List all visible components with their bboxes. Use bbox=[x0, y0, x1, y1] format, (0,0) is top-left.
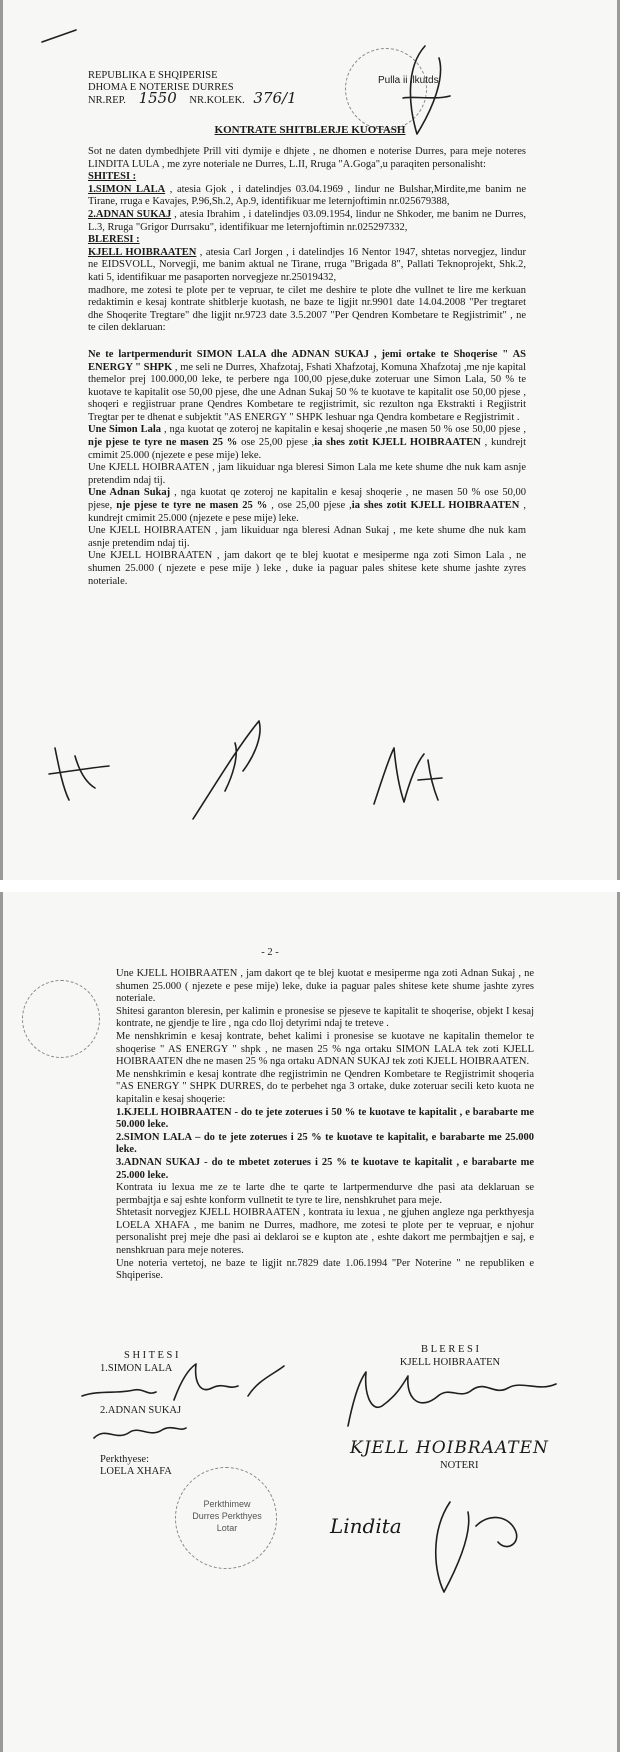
buyer-handwritten-name: KJELL HOIBRAATEN bbox=[350, 1438, 549, 1458]
p2-paragraph-4: Me nenshkrimin e kesaj kontrate dhe regjistrimin ne Qendren Kombetare te Regjistrimit shoqeria "AS ENERGY " SHPK DURRES, do te perbehet nga 3 ortake, duke zoteruar secili keto kuota ne kapitalin e kesaj shoqerie: bbox=[116, 1068, 534, 1105]
intro-text: Sot ne daten dymbedhjete Prill viti dymije e dhjete , ne dhomen e noterise Durres, para meje noteres LINDITA LULA , me zyre noteriale ne Durres, L.II, Rruga "A.Goga",u paraqiten personalisht: bbox=[88, 146, 526, 170]
paragraph-2 bbox=[88, 424, 526, 462]
p2-paragraph-7: Une noteria vertetoj, ne baze te ligjit nr.7829 date 1.06.1994 "Per Noterine " ne republiken e Shqiperise. bbox=[116, 1257, 534, 1282]
seal-text: Pulla ii llkutds bbox=[378, 75, 439, 86]
p4-c: nje pjese te tyre ne masen 25 % bbox=[112, 500, 268, 512]
signature-buyer bbox=[342, 1366, 562, 1436]
seller-1-details: , atesia Gjok , i datelindjes 03.04.1969 , lindur ne Bulshar,Mirdite,me banim ne Tirane, rruga e Kavajes, P.96,Sh.2, Ap.9, identifikuar me leternjoftimin nr.025679388, bbox=[88, 183, 526, 208]
kolek-number-handwritten: 376/1 bbox=[253, 89, 297, 107]
scan-edge-left bbox=[0, 0, 3, 880]
buyer-heading: BLERESI : bbox=[88, 234, 140, 246]
paragraph-4 bbox=[88, 487, 526, 525]
kolek-label: NR.KOLEK. bbox=[189, 95, 245, 106]
translator-stamp-text: Perkthimew Durres Perkthyes Lotar bbox=[192, 1499, 262, 1533]
p2-b: , nga kuotat qe zoteroj ne kapitalin e kesaj shoqerie ,ne masen 50 % ose 50,00 pjese , bbox=[161, 424, 526, 436]
p4-a: Une Adnan Sukaj bbox=[88, 487, 171, 499]
sig-seller-2-name: 2.ADNAN SUKAJ bbox=[100, 1405, 182, 1417]
header-block bbox=[88, 70, 388, 107]
p2-e: ia shes zotit KJELL HOIBRAATEN bbox=[314, 437, 481, 449]
scan-edge-left-2 bbox=[0, 892, 3, 1752]
capacity-text: madhore, me zotesi te plote per te vepruar, te cilet me deshire te plote dhe vullnet te lire me kerkuan redaktimin e kesaj kontrate shitblerje kuotash, ne baze te ligjit nr.9901 date 14.04.2008 "Per tregtaret dhe Shoqerite Tregtare" dhe ligjit nr.9723 date 3.5.2007 "Per Qendren Kombetare te Regjistrimit" , ne te cilen deklaruan: bbox=[88, 284, 526, 334]
seller-2-name: 2.ADNAN SUKAJ bbox=[88, 208, 172, 220]
ownership-item-2: 2.SIMON LALA – do te jete zoterues i 25 % te kuotave te kapitalit, e barabarte me 25.000 leke. bbox=[116, 1131, 534, 1156]
page-number: - 2 - bbox=[261, 947, 279, 958]
p2-c: nje pjese te tyre ne masen 25 % bbox=[88, 437, 238, 449]
header-line-2: DHOMA E NOTERISE DURRES bbox=[88, 81, 234, 93]
paragraph-1-bold: Ne te lartpermendurit SIMON LALA dhe ADNAN SUKAJ , jemi ortake te Shoqerise " AS ENERGY " SHPK bbox=[88, 348, 526, 373]
p4-d: , ose 25,00 pjese , bbox=[267, 500, 352, 512]
paragraph-6: Une KJELL HOIBRAATEN , jam dakort qe te blej kuotat e mesiperme nga zoti Simon Lala , ne shumen 25.000 ( njezete e pese mije ) leke , duke ia paguar pales shitese kete shume jashte zyres noteriale. bbox=[88, 550, 526, 587]
signature-seller-2-page1 bbox=[185, 715, 275, 825]
buyer-name: KJELL HOIBRAATEN bbox=[88, 246, 197, 258]
buyer-sig-heading: B L E R E S I bbox=[421, 1344, 479, 1355]
seller-1-name: 1.SIMON LALA bbox=[88, 183, 166, 195]
document-title: KONTRATE SHITBLERJE KUOTASH bbox=[214, 124, 406, 136]
paragraph-1 bbox=[88, 349, 526, 425]
p2-a: Une Simon Lala bbox=[88, 424, 161, 436]
page2-body bbox=[116, 968, 534, 1283]
header-line-3 bbox=[88, 89, 388, 107]
notary-handwritten-name: Lindita bbox=[330, 1514, 402, 1538]
p2-f: , kundrejt cmimit 25.000 (njezete e pese mije) leke. bbox=[88, 437, 527, 461]
signature-seller-1 bbox=[78, 1360, 288, 1416]
header-line-1: REPUBLIKA E SHQIPERISE bbox=[88, 70, 218, 81]
document-page-2 bbox=[0, 892, 620, 1752]
p4-b: , nga kuotat qe zoteroj ne kapitalin e kesaj shoqerie , ne masen 50 % ose 50,00 pjese, bbox=[88, 487, 527, 512]
buyer bbox=[88, 247, 526, 285]
buyer-sig-name: KJELL HOIBRAATEN bbox=[399, 1356, 501, 1368]
signature-buyer-page1 bbox=[368, 740, 448, 810]
ownership-item-1: 1.KJELL HOIBRAATEN - do te jete zoterues i 50 % te kuotave te kapitalit , e barabarte me 50.000 leke. bbox=[116, 1106, 534, 1131]
notary-stamp-left bbox=[22, 980, 100, 1058]
translator-label: Perkthyese: bbox=[100, 1453, 149, 1465]
page1-body bbox=[88, 146, 526, 588]
translator-name: LOELA XHAFA bbox=[100, 1466, 172, 1478]
paragraph-5: Une KJELL HOIBRAATEN , jam likuiduar nga bleresi Adnan Sukaj , me kete shume dhe nuk kam asnje pretendim ndaj tij. bbox=[88, 525, 526, 549]
p2-d: ose 25,00 pjese , bbox=[237, 437, 315, 449]
seller-2-details: , atesia Ibrahim , i datelindjes 03.09.1954, lindur ne Shkoder, me banim ne Durres, L.3, Rruga "Grigor Durrsaku", identifikuar me leternjoftimin nr.025297332, bbox=[88, 208, 526, 233]
sig-seller-1-name: 1.SIMON LALA bbox=[100, 1362, 173, 1374]
p4-f: , kundrejt cmimit 25.000 (njezete e pese mije) leke. bbox=[88, 500, 527, 524]
p2-paragraph-6: Shtetasit norvegjez KJELL HOIBRAATEN , kontrata iu lexua , ne gjuhen angleze nga perkthyesja LOELA XHAFA , me banim ne Durres, madhore, me zotesi te plote per te vepruar, e njohur personalisht prej meje dhe pasi ai deklaroi se e kupton ate , eshte dakort me permbajtjen e saj, e nenshkruan para meje noteres. bbox=[116, 1207, 534, 1257]
p2-paragraph-3: Me nenshkrimin e kesaj kontrate, behet kalimi i pronesise se kuotave ne kapitalin themelor te shoqerise " AS ENERGY " shpk , ne masen 25 % nga ortaku SIMON LALA tek zoti KJELL HOIBRAATEN dhe ne masen 25 % nga ortaku ADNAN SUKAJ tek zoti KJELL HOIBRAATEN. bbox=[116, 1030, 534, 1068]
ownership-item-3: 3.ADNAN SUKAJ - do te mbetet zoterues i 25 % te kuotave te kapitalit , e barabarte me 25.000 leke. bbox=[116, 1156, 534, 1181]
p2-paragraph-5: Kontrata iu lexua me ze te larte dhe te qarte te lartpermendurve dhe pasi ata deklaruan se permbajtja e saj eshte konform vullnetit te tyre te lire, nenshkruhet para meje. bbox=[116, 1182, 534, 1206]
paragraph-3: Une KJELL HOIBRAATEN , jam likuiduar nga bleresi Simon Lala me kete shume dhe nuk kam asnje pretendim ndaj tij. bbox=[88, 462, 526, 486]
scan-mark bbox=[40, 28, 80, 44]
sellers-sig-heading: S H I T E S I bbox=[124, 1350, 179, 1361]
buyer-details: , atesia Carl Jorgen , i datelindjes 16 Nentor 1947, shtetas norvegjez, lindur ne EIDSVOLL, Norvegji, me banim aktual ne Tirane, rruga "Brigada 8", Pallati Teknoprojekt, Shk.2, kati 5, identifikuar me pasaporten norvegjeze nr.25019432, bbox=[88, 246, 526, 283]
rep-number-handwritten: 1550 bbox=[138, 89, 177, 107]
p2-paragraph-1: Une KJELL HOIBRAATEN , jam dakort qe te blej kuotat e mesiperme nga zoti Adnan Sukaj , ne shumen 25.000 ( njezete e pese mije) leke, duke ia paguar pales shitese kete shume jashte zyres noteriale. bbox=[116, 968, 534, 1005]
notary-heading: NOTERI bbox=[440, 1460, 479, 1471]
p2-paragraph-2: Shitesi garanton bleresin, per kalimin e pronesise se pjeseve te kapitalit te shoqerise, objekt I kesaj kontrate, ne gjendje te lire , nga cdo lloj detyrimi ndaj te treteve . bbox=[116, 1005, 534, 1030]
signature-notary bbox=[420, 1482, 540, 1602]
signature-seller-2 bbox=[90, 1412, 190, 1452]
rep-label: NR.REP. bbox=[88, 95, 126, 106]
seller-2 bbox=[88, 209, 526, 234]
signature-seller-1-page1 bbox=[45, 738, 115, 808]
p4-e: ia shes zotit KJELL HOIBRAATEN bbox=[351, 500, 520, 512]
paragraph-1-rest: , me seli ne Durres, Xhafzotaj, Fshati Xhafzotaj, Komuna Xhafzotaj ,me nje kapital themelor prej 100.000,00 leke, te perbere nga 100,00 pjese,duke zoteruar une Simon Lala, 50 % te kuotave te kapitalit ose 50,00 pjese, dhe une Adnan Sukaj 50 % te kuotave te kapitalit ose 50,00 pjese , shoqeri e regjistruar prane Qendres Kombetare te regjistrimit, sic rezulton nga Ekstrakti i Regjistrit Tregtar per te dhenat e subjektit "AS ENERGY " SHPK leshuar nga Qendra kombetare e Regjistrimit . bbox=[88, 361, 527, 423]
seller-1 bbox=[88, 184, 526, 209]
sellers-heading: SHITESI : bbox=[88, 171, 137, 183]
